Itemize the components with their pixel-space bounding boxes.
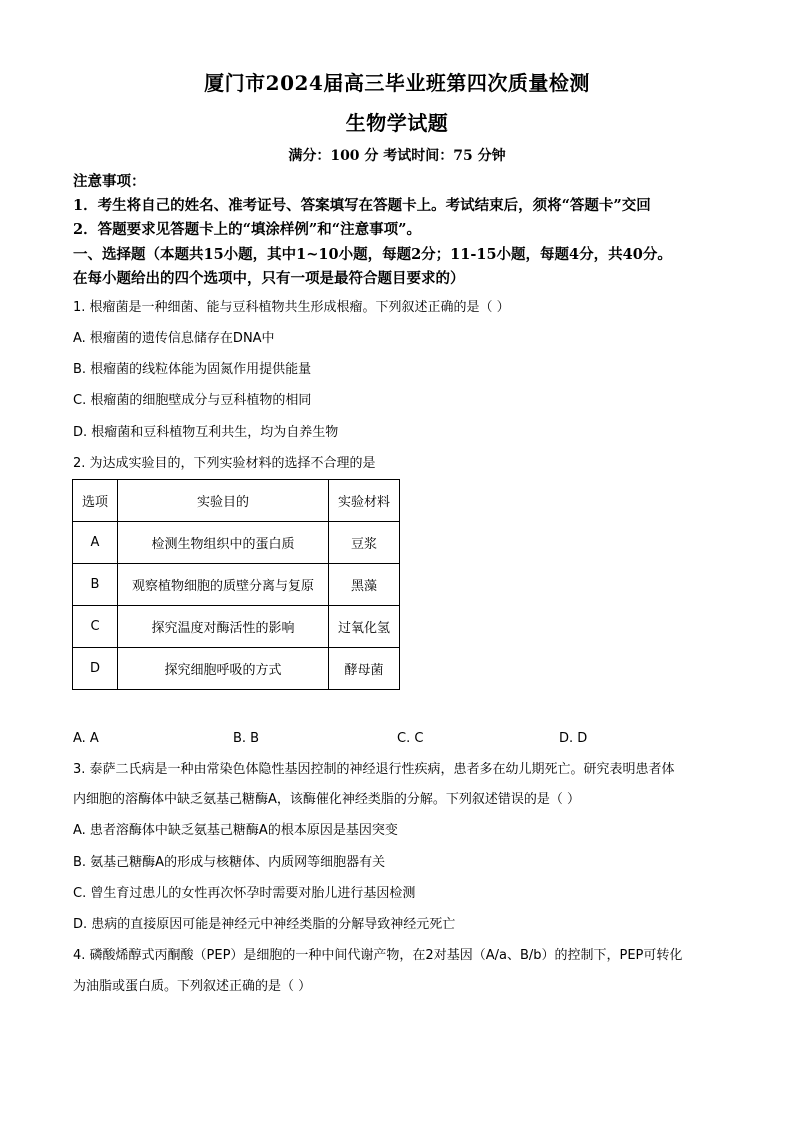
question-1-stem: 1. 根瘤菌是一种细菌、能与豆科植物共生形成根瘤。下列叙述正确的是（ ） [73, 300, 510, 315]
question-3-option-a: A. 患者溶酶体中缺乏氨基己糖酶A的根本原因是基因突变 [73, 823, 398, 838]
table-row [73, 606, 400, 648]
question-1-option-a: A. 根瘤菌的遗传信息储存在DNA中 [73, 331, 275, 346]
question-3-stem-line-2: 内细胞的溶酶体中缺乏氨基己糖酶A，该酶催化神经类脂的分解。下列叙述错误的是（ ） [73, 792, 581, 807]
question-3-option-d: D. 患病的直接原因可能是神经元中神经类脂的分解导致神经元死亡 [73, 917, 456, 932]
table-header-cell: 选项 [73, 480, 118, 522]
table-cell: 过氧化氢 [329, 606, 400, 648]
table-header-cell: 实验材料 [329, 480, 400, 522]
question-4-stem-line-1: 4. 磷酸烯醇式丙酮酸（PEP）是细胞的一种中间代谢产物，在2对基因（A/a、B/b）的控制下，PEP可转化 [73, 948, 683, 963]
page-subtitle: 生物学试题 [345, 111, 449, 135]
question-1-option-c: C. 根瘤菌的细胞壁成分与豆科植物的相同 [73, 393, 312, 408]
choice-c: C. C [397, 731, 424, 746]
notes-item-1: 1．考生将自己的姓名、准考证号、答案填写在答题卡上。考试结束后，须将“答题卡”交回 [73, 197, 651, 214]
table-cell: C [73, 606, 118, 648]
question-2-stem: 2. 为达成实验目的，下列实验材料的选择不合理的是 [73, 456, 376, 471]
choice-d: D. D [559, 731, 588, 746]
table-cell: 探究细胞呼吸的方式 [118, 648, 329, 690]
table-cell: 豆浆 [329, 522, 400, 564]
question-3-option-b: B. 氨基己糖酶A的形成与核糖体、内质网等细胞器有关 [73, 855, 386, 870]
question-4-stem-line-2: 为油脂或蛋白质。下列叙述正确的是（ ） [73, 979, 312, 994]
table-row [73, 648, 400, 690]
notes-item-2: 2．答题要求见答题卡上的“填涂样例”和“注意事项”。 [73, 221, 421, 238]
table-cell: A [73, 522, 118, 564]
table-header-cell: 实验目的 [118, 480, 329, 522]
notes-heading: 注意事项： [73, 173, 146, 190]
table-row [73, 564, 400, 606]
table-cell: B [73, 564, 118, 606]
question-2-table [72, 479, 400, 690]
question-1-option-b: B. 根瘤菌的线粒体能为固氮作用提供能量 [73, 362, 312, 377]
table-cell: 黑藻 [329, 564, 400, 606]
table-cell: 探究温度对酶活性的影响 [118, 606, 329, 648]
table-cell: 酵母菌 [329, 648, 400, 690]
table-header-row [73, 480, 400, 522]
exam-meta: 满分：100 分 考试时间：75 分钟 [288, 148, 506, 164]
section-heading-line-1: 一、选择题（本题共15小题，其中1~10小题，每题2分；11-15小题，每题4分，共40分。 [73, 246, 672, 263]
page-title: 厦门市2024届高三毕业班第四次质量检测 [204, 71, 590, 95]
table-row [73, 522, 400, 564]
choice-b: B. B [233, 731, 260, 746]
question-1-option-d: D. 根瘤菌和豆科植物互利共生，均为自养生物 [73, 425, 339, 440]
table-cell: 检测生物组织中的蛋白质 [118, 522, 329, 564]
question-3-option-c: C. 曾生育过患儿的女性再次怀孕时需要对胎儿进行基因检测 [73, 886, 416, 901]
table-cell: D [73, 648, 118, 690]
table-cell: 观察植物细胞的质壁分离与复原 [118, 564, 329, 606]
question-3-stem-line-1: 3. 泰萨二氏病是一种由常染色体隐性基因控制的神经退行性疾病，患者多在幼儿期死亡。研究表明患者体 [73, 762, 675, 777]
section-heading-line-2: 在每小题给出的四个选项中，只有一项是最符合题目要求的） [73, 270, 465, 287]
choice-a: A. A [73, 731, 99, 746]
